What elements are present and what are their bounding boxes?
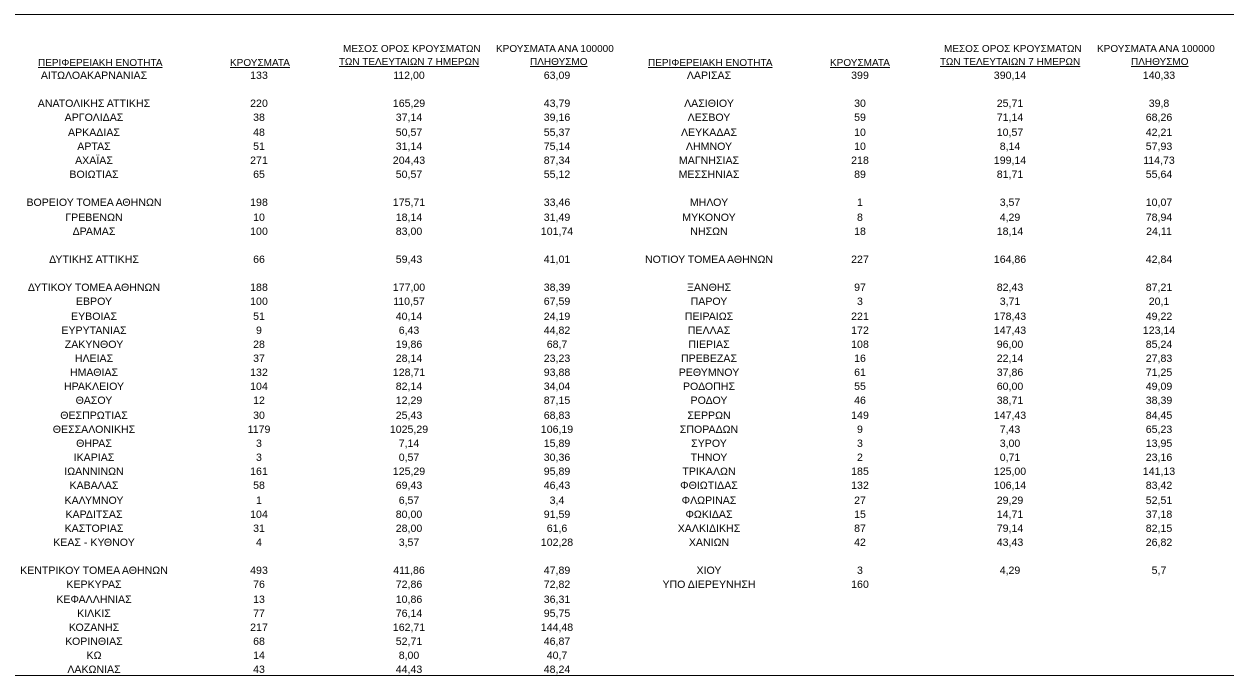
right-row-cases: 89	[854, 169, 866, 182]
right-row-cases: 221	[851, 310, 869, 323]
right-row-per: 42,84	[1145, 253, 1173, 266]
left-row-cases: 4	[256, 536, 262, 549]
left-row-name: ΓΡΕΒΕΝΩΝ	[65, 211, 123, 224]
left-row-avg: 165,29	[392, 98, 426, 111]
header-avg-line1-left: ΜΕΣΟΣ ΟΡΟΣ ΚΡΟΥΣΜΑΤΩΝ	[343, 44, 481, 55]
right-row-avg: 4,29	[999, 211, 1021, 224]
left-row-name: ΑΧΑΪΑΣ	[75, 154, 113, 167]
left-row-per: 102,28	[540, 536, 574, 549]
left-row-avg: 411,86	[393, 565, 425, 578]
right-row-avg: 71,14	[996, 112, 1024, 125]
right-row-per: 27,83	[1145, 353, 1173, 365]
right-row-name: ΦΩΚΙΔΑΣ	[685, 508, 733, 521]
left-row-cases: 77	[253, 607, 265, 620]
right-row-per: 141,13	[1142, 466, 1176, 479]
left-row-avg: 177,00	[392, 282, 426, 295]
left-row-cases: 65	[253, 169, 265, 182]
left-row-per: 87,34	[543, 154, 571, 167]
left-row-per: 68,83	[543, 409, 571, 422]
left-row-per: 41,01	[543, 253, 571, 266]
right-row-cases: 42	[854, 536, 866, 549]
left-row-avg: 162,71	[392, 621, 426, 634]
right-row-avg: 60,00	[996, 381, 1024, 394]
left-row-cases: 14	[253, 650, 265, 663]
right-row-name: ΣΕΡΡΩΝ	[687, 409, 731, 422]
left-row-per: 55,12	[543, 169, 571, 182]
left-row-name: ΑΡΓΟΛΙΔΑΣ	[64, 112, 124, 125]
left-row-cases: 51	[253, 310, 265, 323]
right-row-name: ΥΠΟ ΔΙΕΡΕΥΝΗΣΗ	[662, 579, 756, 592]
right-row-per: 83,42	[1145, 480, 1173, 493]
left-row-name: ΛΑΚΩΝΙΑΣ	[67, 664, 121, 677]
right-row-cases: 399	[851, 70, 869, 82]
left-row-avg: 175,71	[392, 197, 426, 210]
right-row-per: 65,23	[1145, 423, 1173, 436]
left-row-per: 15,89	[543, 437, 571, 450]
right-row-avg: 106,14	[993, 480, 1027, 493]
right-row-cases: 108	[851, 338, 869, 351]
right-row-avg: 147,43	[993, 324, 1027, 337]
left-row-name: ΒΟΡΕΙΟΥ ΤΟΜΕΑ ΑΘΗΝΩΝ	[26, 197, 162, 210]
right-row-avg: 0,71	[999, 452, 1021, 465]
left-row-avg: 10,86	[395, 593, 423, 606]
right-row-cases: 27	[854, 494, 866, 507]
left-row-cases: 220	[250, 98, 268, 111]
right-row-per: 13,95	[1145, 437, 1173, 450]
right-row-avg: 29,29	[996, 494, 1024, 507]
left-row-name: ΕΥΒΟΙΑΣ	[71, 310, 117, 323]
right-row-name: ΞΑΝΘΗΣ	[686, 282, 732, 295]
right-row-cases: 1	[857, 197, 863, 210]
left-row-cases: 1	[256, 494, 262, 507]
right-row-cases: 55	[854, 381, 866, 394]
left-row-per: 93,88	[543, 367, 571, 380]
left-row-cases: 9	[256, 324, 262, 337]
left-row-avg: 204,43	[392, 154, 426, 167]
left-row-per: 34,04	[543, 381, 571, 394]
left-row-name: ΚΕΝΤΡΙΚΟΥ ΤΟΜΕΑ ΑΘΗΝΩΝ	[20, 565, 168, 578]
left-row-per: 38,39	[543, 282, 571, 295]
left-row-per: 3,4	[549, 494, 565, 507]
right-row-name: ΜΑΓΝΗΣΙΑΣ	[678, 154, 740, 167]
left-row-name: ΑΙΤΩΛΟΑΚΑΡΝΑΝΙΑΣ	[40, 70, 148, 82]
left-row-cases: 10	[253, 211, 265, 224]
right-row-name: ΤΗΝΟΥ	[690, 452, 728, 465]
left-row-cases: 198	[250, 197, 268, 210]
left-row-avg: 76,14	[395, 607, 423, 620]
right-row-per: 49,22	[1145, 310, 1173, 323]
right-row-name: ΝΟΤΙΟΥ ΤΟΜΕΑ ΑΘΗΝΩΝ	[644, 253, 774, 266]
left-row-name: ΗΡΑΚΛΕΙΟΥ	[63, 381, 125, 394]
left-row-avg: 50,57	[395, 126, 423, 139]
right-row-avg: 18,14	[996, 225, 1024, 238]
right-row-per: 78,94	[1145, 211, 1173, 224]
right-row-cases: 227	[851, 253, 869, 266]
right-row-avg: 147,43	[993, 409, 1027, 422]
left-row-avg: 37,14	[395, 112, 423, 125]
left-row-cases: 217	[250, 621, 268, 634]
left-row-per: 55,37	[543, 126, 571, 139]
right-row-cases: 185	[851, 466, 869, 479]
header-region-right: ΠΕΡΙΦΕΡΕΙΑΚΗ ΕΝΟΤΗΤΑ	[648, 58, 773, 69]
right-row-cases: 2	[857, 452, 863, 465]
right-row-avg: 14,71	[996, 508, 1024, 521]
right-row-name: ΠΙΕΡΙΑΣ	[688, 338, 730, 351]
left-row-name: ΑΝΑΤΟΛΙΚΗΣ ΑΤΤΙΚΗΣ	[37, 98, 151, 111]
right-row-name: ΠΕΙΡΑΙΩΣ	[684, 310, 734, 323]
left-row-cases: 48	[253, 126, 265, 139]
right-row-avg: 37,86	[996, 367, 1024, 380]
left-row-avg: 6,57	[398, 494, 420, 507]
left-row-per: 31,49	[543, 211, 571, 224]
right-row-avg: 82,43	[996, 282, 1024, 295]
right-row-cases: 160	[851, 579, 869, 592]
left-row-per: 46,43	[543, 480, 571, 493]
right-row-per: 24,11	[1146, 225, 1172, 238]
right-row-per: 87,21	[1145, 282, 1173, 295]
right-row-avg: 178,43	[993, 310, 1027, 323]
left-row-per: 91,59	[543, 508, 571, 521]
right-row-per: 26,82	[1145, 536, 1173, 549]
left-row-name: ΘΕΣΣΑΛΟΝΙΚΗΣ	[52, 423, 136, 436]
right-row-cases: 172	[851, 324, 869, 337]
left-row-avg: 69,43	[395, 480, 423, 493]
left-row-per: 95,89	[543, 466, 571, 479]
left-row-name: ΚΩ	[86, 650, 102, 663]
right-row-cases: 61	[854, 367, 866, 380]
right-row-name: ΜΗΛΟΥ	[689, 197, 729, 210]
right-row-per: 71,25	[1145, 367, 1173, 380]
right-row-name: ΠΕΛΛΑΣ	[687, 324, 731, 337]
right-row-cases: 59	[854, 112, 866, 125]
left-row-name: ΘΕΣΠΡΩΤΙΑΣ	[60, 409, 128, 422]
left-row-avg: 59,43	[395, 253, 423, 266]
left-row-cases: 161	[250, 466, 268, 479]
right-row-cases: 18	[854, 225, 866, 238]
left-row-name: ΚΑΒΑΛΑΣ	[69, 480, 119, 493]
left-row-avg: 40,14	[395, 310, 423, 323]
right-row-avg: 3,57	[999, 197, 1021, 210]
right-row-per: 114,73	[1143, 154, 1175, 167]
right-row-per: 10,07	[1145, 197, 1173, 210]
left-row-name: ΘΑΣΟΥ	[75, 395, 113, 408]
left-row-name: ΙΩΑΝΝΙΝΩΝ	[64, 466, 124, 479]
right-row-per: 42,21	[1145, 126, 1173, 139]
right-row-avg: 38,71	[996, 395, 1024, 408]
left-row-avg: 3,57	[398, 536, 420, 549]
right-row-per: 55,64	[1145, 169, 1173, 182]
left-row-cases: 493	[250, 565, 268, 578]
left-row-name: ΘΗΡΑΣ	[76, 437, 112, 450]
left-row-avg: 52,71	[395, 636, 423, 648]
left-row-per: 36,31	[543, 593, 571, 606]
left-row-cases: 76	[253, 579, 265, 592]
left-row-avg: 44,43	[395, 664, 423, 677]
left-row-cases: 132	[250, 367, 268, 380]
right-row-avg: 22,14	[996, 353, 1024, 365]
right-row-name: ΛΕΣΒΟΥ	[687, 112, 731, 125]
left-row-cases: 58	[253, 480, 265, 493]
left-row-name: ΙΚΑΡΙΑΣ	[73, 452, 115, 465]
left-row-per: 23,23	[543, 353, 571, 365]
right-row-per: 82,15	[1145, 522, 1173, 535]
right-row-avg: 81,71	[996, 169, 1024, 182]
right-row-name: ΤΡΙΚΑΛΩΝ	[682, 466, 736, 479]
left-row-name: ΚΕΑΣ - ΚΥΘΝΟΥ	[53, 536, 135, 549]
left-row-name: ΖΑΚΥΝΘΟΥ	[64, 338, 124, 351]
left-row-cases: 12	[253, 395, 265, 408]
left-row-avg: 25,43	[395, 409, 423, 422]
right-row-name: ΦΘΙΩΤΙΔΑΣ	[680, 480, 738, 493]
left-row-avg: 128,71	[392, 367, 426, 380]
right-row-cases: 3	[857, 437, 863, 450]
right-row-per: 37,18	[1145, 508, 1173, 521]
right-row-cases: 3	[857, 296, 863, 309]
left-row-avg: 8,00	[398, 650, 420, 663]
left-row-name: ΔΥΤΙΚΟΥ ΤΟΜΕΑ ΑΘΗΝΩΝ	[27, 282, 161, 295]
left-row-cases: 68	[253, 636, 265, 648]
right-row-cases: 9	[857, 423, 863, 436]
right-row-avg: 25,71	[996, 98, 1024, 111]
right-row-name: ΛΑΡΙΣΑΣ	[686, 70, 732, 82]
left-row-avg: 19,86	[395, 338, 423, 351]
right-row-per: 49,09	[1145, 381, 1173, 394]
left-row-per: 87,15	[543, 395, 571, 408]
left-row-avg: 1025,29	[389, 423, 429, 436]
right-row-name: ΛΕΥΚΑΔΑΣ	[680, 126, 738, 139]
left-row-avg: 12,29	[395, 395, 423, 408]
right-row-name: ΠΡΕΒΕΖΑΣ	[681, 353, 737, 365]
right-row-avg: 43,43	[996, 536, 1024, 549]
left-row-name: ΗΜΑΘΙΑΣ	[69, 367, 119, 380]
right-row-avg: 164,86	[993, 253, 1027, 266]
right-row-cases: 10	[854, 140, 866, 153]
right-row-per: 5,7	[1151, 565, 1167, 578]
left-row-cases: 104	[250, 381, 268, 394]
right-row-name: ΧΑΝΙΩΝ	[688, 536, 730, 549]
right-row-per: 23,16	[1145, 452, 1173, 465]
header-avg-line2-left: ΤΩΝ ΤΕΛΕΥΤΑΙΩΝ 7 ΗΜΕΡΩΝ	[339, 57, 480, 68]
right-row-per: 38,39	[1145, 395, 1173, 408]
left-row-name: ΕΒΡΟΥ	[75, 296, 113, 309]
right-row-cases: 30	[854, 98, 866, 111]
left-row-name: ΚΑΛΥΜΝΟΥ	[64, 494, 124, 507]
left-row-avg: 125,29	[392, 466, 426, 479]
right-row-cases: 10	[854, 126, 866, 139]
right-row-per: 68,26	[1145, 112, 1173, 125]
left-row-name: ΔΡΑΜΑΣ	[72, 225, 116, 238]
left-row-cases: 38	[253, 112, 265, 125]
right-row-cases: 97	[854, 282, 866, 295]
left-row-avg: 110,57	[393, 296, 425, 309]
left-row-per: 63,09	[543, 70, 571, 82]
left-row-per: 95,75	[543, 607, 571, 620]
left-row-cases: 1179	[247, 423, 271, 436]
header-cases-left: ΚΡΟΥΣΜΑΤΑ	[230, 58, 290, 69]
left-row-name: ΕΥΡΥΤΑΝΙΑΣ	[61, 324, 127, 337]
left-row-avg: 72,86	[395, 579, 423, 592]
left-row-per: 75,14	[543, 140, 571, 153]
left-row-name: ΚΑΣΤΟΡΙΑΣ	[64, 522, 124, 535]
right-row-cases: 132	[851, 480, 869, 493]
right-row-cases: 8	[857, 211, 863, 224]
left-row-cases: 3	[256, 437, 262, 450]
right-row-avg: 8,14	[999, 140, 1021, 153]
left-row-per: 33,46	[543, 197, 571, 210]
top-rule	[15, 14, 1234, 15]
right-row-avg: 199,14	[993, 154, 1027, 167]
left-row-name: ΑΡΚΑΔΙΑΣ	[68, 126, 120, 139]
left-row-avg: 112,00	[393, 70, 425, 82]
left-row-avg: 50,57	[395, 169, 423, 182]
right-row-name: ΛΗΜΝΟΥ	[685, 140, 733, 153]
left-row-name: ΗΛΕΙΑΣ	[74, 353, 114, 365]
left-row-cases: 66	[253, 253, 265, 266]
right-row-name: ΜΕΣΣΗΝΙΑΣ	[678, 169, 740, 182]
left-row-avg: 6,43	[398, 324, 420, 337]
left-row-avg: 18,14	[395, 211, 423, 224]
left-row-per: 68,7	[546, 338, 568, 351]
left-row-cases: 133	[250, 70, 268, 82]
header-per100k-line1-right: ΚΡΟΥΣΜΑΤΑ ΑΝΑ 100000	[1097, 44, 1215, 55]
right-row-per: 57,93	[1145, 140, 1173, 153]
left-row-cases: 30	[253, 409, 265, 422]
left-row-cases: 3	[256, 452, 262, 465]
left-row-avg: 80,00	[395, 508, 423, 521]
left-row-per: 43,79	[543, 98, 571, 111]
left-row-per: 46,87	[543, 636, 571, 648]
left-row-cases: 271	[250, 154, 268, 167]
header-per100k-line2-right: ΠΛΗΘΥΣΜΟ	[1131, 57, 1189, 68]
right-row-avg: 4,29	[999, 565, 1021, 578]
left-row-cases: 104	[250, 508, 268, 521]
left-row-cases: 31	[253, 522, 265, 535]
right-row-per: 39,8	[1148, 98, 1170, 111]
header-avg-line1-right: ΜΕΣΟΣ ΟΡΟΣ ΚΡΟΥΣΜΑΤΩΝ	[944, 44, 1082, 55]
left-row-per: 48,24	[543, 664, 571, 677]
left-row-name: ΒΟΙΩΤΙΑΣ	[69, 169, 119, 182]
right-row-name: ΡΟΔΟΥ	[690, 395, 728, 408]
right-row-name: ΡΕΘΥΜΝΟΥ	[678, 367, 740, 380]
right-row-name: ΧΑΛΚΙΔΙΚΗΣ	[677, 522, 741, 535]
left-row-per: 47,89	[543, 565, 571, 578]
left-row-cases: 100	[250, 225, 268, 238]
right-row-per: 84,45	[1145, 409, 1173, 422]
right-row-name: ΡΟΔΟΠΗΣ	[682, 381, 736, 394]
left-row-per: 67,59	[543, 296, 571, 309]
right-row-name: ΜΥΚΟΝΟΥ	[682, 211, 736, 224]
right-row-per: 52,51	[1145, 494, 1173, 507]
left-row-cases: 28	[253, 338, 265, 351]
right-row-avg: 79,14	[996, 522, 1024, 535]
header-avg-line2-right: ΤΩΝ ΤΕΛΕΥΤΑΙΩΝ 7 ΗΜΕΡΩΝ	[940, 57, 1081, 68]
bottom-rule	[15, 675, 1234, 676]
right-row-avg: 96,00	[996, 338, 1024, 351]
header-cases-right: ΚΡΟΥΣΜΑΤΑ	[830, 58, 890, 69]
left-row-per: 24,19	[543, 310, 571, 323]
right-row-per: 123,14	[1142, 324, 1176, 337]
left-row-per: 101,74	[540, 225, 574, 238]
right-row-avg: 125,00	[993, 466, 1027, 479]
left-row-name: ΚΟΡΙΝΘΙΑΣ	[65, 636, 123, 648]
left-row-per: 39,16	[543, 112, 571, 125]
right-row-cases: 218	[851, 154, 869, 167]
right-row-name: ΦΛΩΡΙΝΑΣ	[681, 494, 737, 507]
left-row-per: 30,36	[543, 452, 571, 465]
left-row-name: ΚΕΦΑΛΛΗΝΙΑΣ	[56, 593, 132, 606]
right-row-cases: 149	[851, 409, 869, 422]
right-row-cases: 46	[854, 395, 866, 408]
left-row-avg: 28,14	[395, 353, 423, 365]
left-row-per: 44,82	[543, 324, 571, 337]
left-row-avg: 28,00	[395, 522, 423, 535]
right-row-name: ΝΗΣΩΝ	[690, 225, 728, 238]
right-row-cases: 15	[854, 508, 866, 521]
right-row-name: ΛΑΣΙΘΙΟΥ	[684, 98, 734, 111]
left-row-name: ΚΟΖΑΝΗΣ	[68, 621, 120, 634]
left-row-cases: 188	[250, 282, 268, 295]
right-row-cases: 87	[854, 522, 866, 535]
left-row-name: ΑΡΤΑΣ	[77, 140, 111, 153]
left-row-cases: 100	[250, 296, 268, 309]
left-row-per: 40,7	[546, 650, 568, 663]
left-row-avg: 31,14	[395, 140, 423, 153]
left-row-per: 144,48	[540, 621, 574, 634]
left-row-name: ΔΥΤΙΚΗΣ ΑΤΤΙΚΗΣ	[49, 253, 139, 266]
right-row-avg: 390,14	[993, 70, 1027, 82]
left-row-per: 72,82	[543, 579, 571, 592]
right-row-avg: 3,00	[999, 437, 1021, 450]
right-row-per: 140,33	[1142, 70, 1176, 82]
right-row-cases: 3	[857, 565, 863, 578]
right-row-name: ΣΥΡΟΥ	[691, 437, 727, 450]
left-row-avg: 83,00	[395, 225, 423, 238]
right-row-name: ΧΙΟΥ	[696, 565, 722, 578]
right-row-avg: 7,43	[999, 423, 1021, 436]
left-row-name: ΚΙΛΚΙΣ	[77, 607, 111, 620]
right-row-avg: 3,71	[999, 296, 1021, 309]
left-row-per: 61,6	[546, 522, 568, 535]
right-row-name: ΠΑΡΟΥ	[690, 296, 728, 309]
right-row-avg: 10,57	[996, 126, 1024, 139]
left-row-name: ΚΕΡΚΥΡΑΣ	[66, 579, 122, 592]
header-per100k-line2-left: ΠΛΗΘΥΣΜΟ	[530, 57, 588, 68]
right-row-cases: 16	[854, 353, 866, 365]
left-row-cases: 37	[253, 353, 265, 365]
left-row-avg: 0,57	[398, 452, 420, 465]
header-per100k-line1-left: ΚΡΟΥΣΜΑΤΑ ΑΝΑ 100000	[496, 44, 614, 55]
left-row-avg: 82,14	[395, 381, 423, 394]
right-row-per: 20,1	[1148, 296, 1170, 309]
left-row-per: 106,19	[540, 423, 574, 436]
left-row-cases: 51	[253, 140, 265, 153]
right-row-name: ΣΠΟΡΑΔΩΝ	[679, 423, 739, 436]
left-row-avg: 7,14	[398, 437, 420, 450]
left-row-cases: 13	[253, 593, 265, 606]
left-row-name: ΚΑΡΔΙΤΣΑΣ	[65, 508, 123, 521]
header-region-left: ΠΕΡΙΦΕΡΕΙΑΚΗ ΕΝΟΤΗΤΑ	[38, 58, 163, 69]
right-row-per: 85,24	[1145, 338, 1173, 351]
left-row-cases: 43	[253, 664, 265, 677]
